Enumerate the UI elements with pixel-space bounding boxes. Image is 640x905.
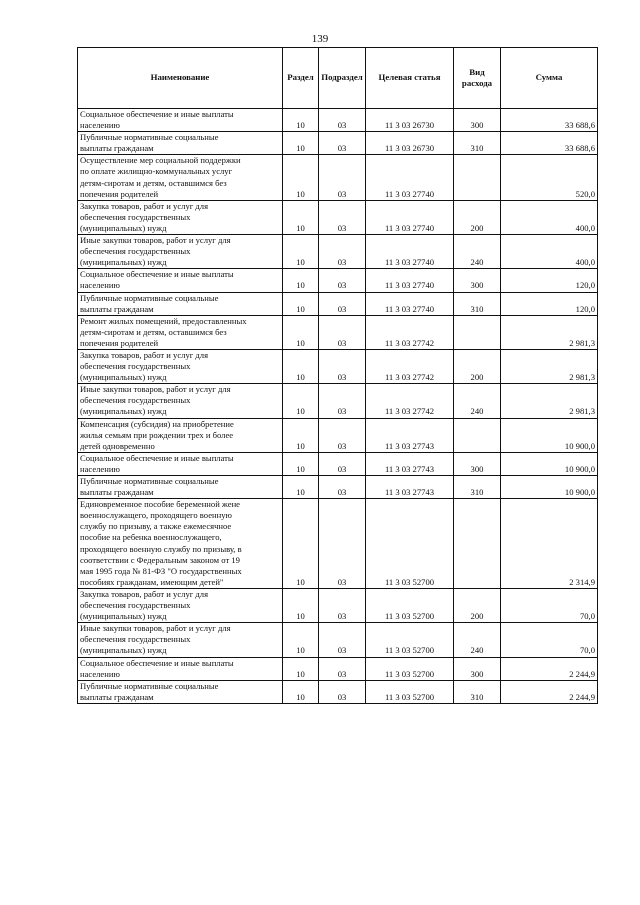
- cell-summa: 70,0: [501, 588, 598, 622]
- cell-name: Ремонт жилых помещений, предоставленных детям-сиротам и детям, оставшимся без попечения родителей: [78, 315, 283, 349]
- cell-podrazdel: 03: [319, 292, 366, 315]
- table-row: [78, 452, 598, 475]
- table-row: [78, 588, 598, 622]
- header-summa: Сумма: [501, 48, 598, 109]
- header-celevaya: Целевая статья: [366, 48, 454, 109]
- cell-celevaya: 11 3 03 27742: [366, 384, 454, 418]
- table-row: [78, 132, 598, 155]
- cell-podrazdel: 03: [319, 452, 366, 475]
- cell-summa: 2 314,9: [501, 499, 598, 589]
- table-row: [78, 499, 598, 589]
- cell-name: Публичные нормативные социальные выплаты гражданам: [78, 680, 283, 703]
- cell-celevaya: 11 3 03 27740: [366, 200, 454, 234]
- table-row: [78, 418, 598, 452]
- cell-vid: 300: [454, 657, 501, 680]
- cell-celevaya: 11 3 03 27743: [366, 418, 454, 452]
- cell-name: Публичные нормативные социальные выплаты гражданам: [78, 132, 283, 155]
- table-row: [78, 200, 598, 234]
- cell-razdel: 10: [283, 657, 319, 680]
- cell-summa: 10 900,0: [501, 418, 598, 452]
- cell-name: Закупка товаров, работ и услуг для обеспечения государственных (муниципальных) нужд: [78, 349, 283, 383]
- table-body: [78, 109, 598, 704]
- cell-podrazdel: 03: [319, 499, 366, 589]
- cell-vid: 300: [454, 452, 501, 475]
- cell-celevaya: 11 3 03 52700: [366, 499, 454, 589]
- cell-razdel: 10: [283, 132, 319, 155]
- cell-name: Социальное обеспечение и иные выплаты населению: [78, 109, 283, 132]
- cell-celevaya: 11 3 03 27740: [366, 292, 454, 315]
- cell-celevaya: 11 3 03 27740: [366, 269, 454, 292]
- cell-name: Публичные нормативные социальные выплаты гражданам: [78, 292, 283, 315]
- cell-celevaya: 11 3 03 27742: [366, 349, 454, 383]
- cell-podrazdel: 03: [319, 200, 366, 234]
- cell-name: Закупка товаров, работ и услуг для обеспечения государственных (муниципальных) нужд: [78, 200, 283, 234]
- cell-name: Иные закупки товаров, работ и услуг для обеспечения государственных (муниципальных) нужд: [78, 623, 283, 657]
- cell-podrazdel: 03: [319, 132, 366, 155]
- cell-razdel: 10: [283, 269, 319, 292]
- header-podrazdel: Подраздел: [319, 48, 366, 109]
- header-vid: Вид расхода: [454, 48, 501, 109]
- header-razdel: Раздел: [283, 48, 319, 109]
- cell-name: Социальное обеспечение и иные выплаты населению: [78, 269, 283, 292]
- cell-razdel: 10: [283, 588, 319, 622]
- cell-celevaya: 11 3 03 27740: [366, 155, 454, 200]
- cell-summa: 2 981,3: [501, 315, 598, 349]
- cell-razdel: 10: [283, 499, 319, 589]
- cell-summa: 10 900,0: [501, 452, 598, 475]
- cell-razdel: 10: [283, 680, 319, 703]
- cell-podrazdel: 03: [319, 588, 366, 622]
- cell-summa: 2 244,9: [501, 680, 598, 703]
- cell-summa: 400,0: [501, 235, 598, 269]
- cell-celevaya: 11 3 03 26730: [366, 109, 454, 132]
- table-row: [78, 235, 598, 269]
- cell-name: Осуществление мер социальной поддержки по оплате жилищно-коммунальных услуг детям-сиротам и детям, оставшимся без попечения родителей: [78, 155, 283, 200]
- cell-razdel: 10: [283, 200, 319, 234]
- cell-podrazdel: 03: [319, 349, 366, 383]
- cell-vid: 310: [454, 476, 501, 499]
- cell-razdel: 10: [283, 235, 319, 269]
- cell-name: Публичные нормативные социальные выплаты гражданам: [78, 476, 283, 499]
- cell-summa: 33 688,6: [501, 132, 598, 155]
- cell-podrazdel: 03: [319, 155, 366, 200]
- cell-summa: 2 981,3: [501, 384, 598, 418]
- cell-summa: 10 900,0: [501, 476, 598, 499]
- cell-summa: 120,0: [501, 269, 598, 292]
- cell-summa: 400,0: [501, 200, 598, 234]
- cell-podrazdel: 03: [319, 623, 366, 657]
- cell-summa: 520,0: [501, 155, 598, 200]
- cell-razdel: 10: [283, 349, 319, 383]
- cell-celevaya: 11 3 03 26730: [366, 132, 454, 155]
- table-row: [78, 349, 598, 383]
- cell-vid: 300: [454, 109, 501, 132]
- cell-celevaya: 11 3 03 27743: [366, 452, 454, 475]
- table-row: [78, 315, 598, 349]
- cell-vid: 240: [454, 384, 501, 418]
- cell-vid: 240: [454, 235, 501, 269]
- cell-name: Иные закупки товаров, работ и услуг для обеспечения государственных (муниципальных) нужд: [78, 384, 283, 418]
- cell-summa: 2 244,9: [501, 657, 598, 680]
- cell-podrazdel: 03: [319, 235, 366, 269]
- table-row: [78, 384, 598, 418]
- cell-vid: 310: [454, 680, 501, 703]
- cell-summa: 33 688,6: [501, 109, 598, 132]
- cell-razdel: 10: [283, 418, 319, 452]
- cell-razdel: 10: [283, 623, 319, 657]
- cell-razdel: 10: [283, 109, 319, 132]
- cell-vid: 200: [454, 588, 501, 622]
- cell-celevaya: 11 3 03 27740: [366, 235, 454, 269]
- cell-podrazdel: 03: [319, 418, 366, 452]
- cell-vid: 310: [454, 132, 501, 155]
- table-row: [78, 155, 598, 200]
- cell-celevaya: 11 3 03 52700: [366, 623, 454, 657]
- cell-vid: [454, 315, 501, 349]
- page-number: 139: [311, 33, 329, 45]
- cell-name: Иные закупки товаров, работ и услуг для обеспечения государственных (муниципальных) нужд: [78, 235, 283, 269]
- cell-vid: [454, 418, 501, 452]
- table-row: [78, 680, 598, 703]
- cell-razdel: 10: [283, 292, 319, 315]
- cell-vid: 200: [454, 200, 501, 234]
- cell-name: Социальное обеспечение и иные выплаты населению: [78, 452, 283, 475]
- cell-name: Компенсация (субсидия) на приобретение жилья семьям при рождении трех и более детей одновременно: [78, 418, 283, 452]
- cell-podrazdel: 03: [319, 269, 366, 292]
- cell-summa: 70,0: [501, 623, 598, 657]
- cell-vid: [454, 499, 501, 589]
- cell-razdel: 10: [283, 315, 319, 349]
- cell-vid: [454, 155, 501, 200]
- cell-podrazdel: 03: [319, 315, 366, 349]
- cell-podrazdel: 03: [319, 657, 366, 680]
- cell-celevaya: 11 3 03 52700: [366, 588, 454, 622]
- cell-name: Социальное обеспечение и иные выплаты населению: [78, 657, 283, 680]
- cell-summa: 2 981,3: [501, 349, 598, 383]
- budget-table: [77, 47, 598, 704]
- cell-celevaya: 11 3 03 27742: [366, 315, 454, 349]
- cell-name: Единовременное пособие беременной жене военнослужащего, проходящего военную службу по призыву, а также ежемесячное пособие на ребенка военнослужащего, проходящего военную службу по призыву, в соответствии с Федеральным законом от 19 мая 1995 года № 81-ФЗ "О государственных пособиях гражданам, имеющим детей": [78, 499, 283, 589]
- cell-podrazdel: 03: [319, 680, 366, 703]
- cell-summa: 120,0: [501, 292, 598, 315]
- cell-razdel: 10: [283, 452, 319, 475]
- cell-vid: 300: [454, 269, 501, 292]
- table-row: [78, 657, 598, 680]
- table-row: [78, 269, 598, 292]
- cell-name: Закупка товаров, работ и услуг для обеспечения государственных (муниципальных) нужд: [78, 588, 283, 622]
- cell-vid: 310: [454, 292, 501, 315]
- table-row: [78, 476, 598, 499]
- cell-celevaya: 11 3 03 52700: [366, 657, 454, 680]
- cell-vid: 240: [454, 623, 501, 657]
- cell-razdel: 10: [283, 155, 319, 200]
- cell-razdel: 10: [283, 476, 319, 499]
- table-row: [78, 292, 598, 315]
- cell-celevaya: 11 3 03 27743: [366, 476, 454, 499]
- table-row: [78, 109, 598, 132]
- cell-podrazdel: 03: [319, 384, 366, 418]
- table-row: [78, 623, 598, 657]
- table-header-row: [78, 48, 598, 109]
- cell-razdel: 10: [283, 384, 319, 418]
- cell-vid: 200: [454, 349, 501, 383]
- cell-podrazdel: 03: [319, 109, 366, 132]
- cell-podrazdel: 03: [319, 476, 366, 499]
- cell-celevaya: 11 3 03 52700: [366, 680, 454, 703]
- header-name: Наименование: [78, 48, 283, 109]
